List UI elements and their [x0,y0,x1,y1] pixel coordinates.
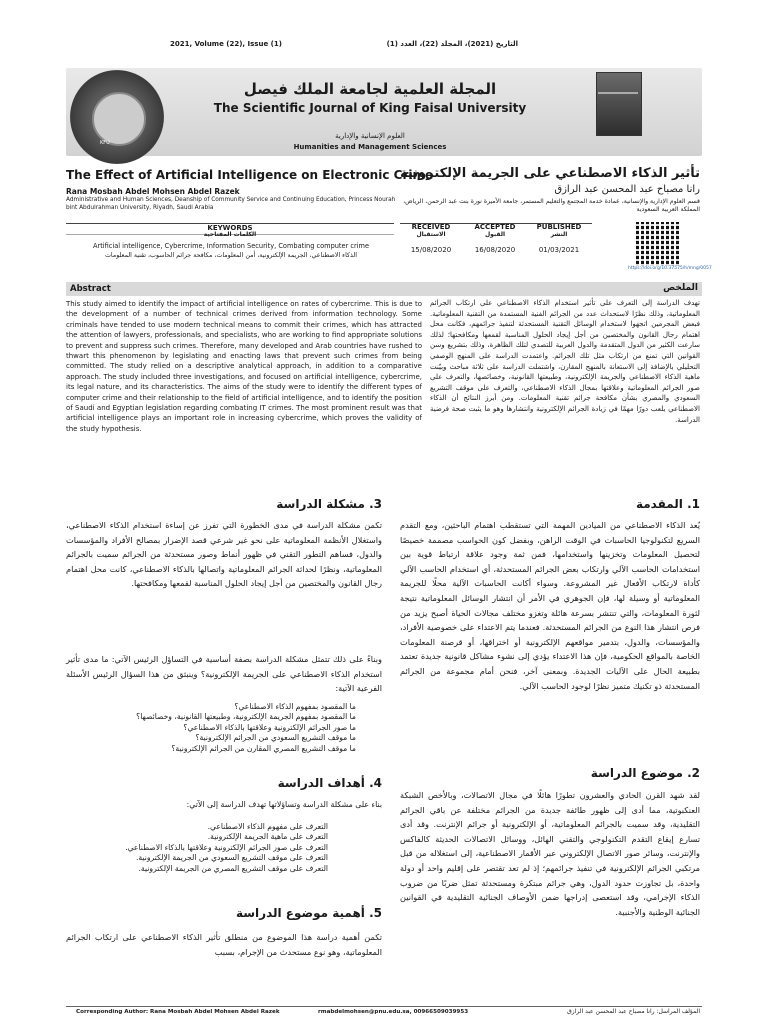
section-3-question: وبناءً على ذلك تتمثل مشكلة الدراسة بصفة أساسية في التساؤل الرئيس الآتي: ما مدى تأثير استخدام الذكاء الاصطناعي على الجريمة الإلكترونية؟ وينبثق من هذا السؤال الرئيس الأسئلة الفرعية الآتية: [66,654,382,694]
received-heading-ar: الاستقبال [416,231,446,238]
abstract-text-ar: تهدف الدراسة إلى التعرف على تأثير استخدام الذكاء الاصطناعي على ارتكاب الجرائم المعلوماتية، وذلك نظرًا لاستحداث عدد من الجرائم الفنية المستمدة من التقنية المعلوماتية. فبعض المجرمين اتجهوا لاستخدام الوسائل التقنية المستحدثة لتنفيذ جرائمهم، فكانت محل اهتمام رجال القانون والمختصين من أجل إيجاد الحلول المناسبة لقمعها ومكافحتها؛ لذلك سارعت الكثير من الدول المتقدمة والدول العربية للتصدي لتلك الظاهرة، وذلك بتشريع وسن القوانين التي تمنع من ارتكاب مثل تلك الجرائم. واعتمدت الدراسة على المنهج الوصفي التحليلي بالإضافة إلى الاستعانة بالمنهج المقارن، واشتملت الدراسة على ثلاثة مباحث وبيّنت ماهية الذكاء الاصطناعي والجريمة الإلكترونية، وطبيعتها القانونية، وخصائصها، والتعرف على صور الجرائم المعلوماتية وعلاقتها بمجال الذكاء الاصطناعي، والتعرف على موقف التشريع السعودي والمصري بشأن مكافحة جرائم تقنية المعلومات. ومن أبرز النتائج أن الذكاء الاصطناعي يلعب دورًا مهمًا في زيادة الجرائم الإلكترونية وانتشارها وهو ما يثبت صحة فرضية الدراسة. [430,299,700,424]
section-4-list [66,822,328,874]
issue-info-ar: التاريخ (2021)، المجلد (22)، العدد (1) [386,40,518,48]
affiliation-ar: قسم العلوم الإدارية والإنسانية، عمادة خدمة المجتمع والتعليم المستمر، جامعة الأميرة نورة بنت عبد الرحمن، الرياض، المملكة العربية السعودية [403,198,700,213]
accepted-date: 16/08/2020 [474,246,516,254]
section-4-text: بناء على مشكلة الدراسة وتساؤلاتها تهدف الدراسة إلى الآتي: [186,800,382,809]
list-item: التعرف على صور الجرائم الإلكترونية وعلاقتها بالذكاء الاصطناعي. [125,842,328,852]
list-item: ما موقف التشريع السعودي من الجرائم الإلكترونية؟ [195,733,356,743]
list-item: ما المقصود بمفهوم الجريمة الإلكترونية، وطبيعتها القانونية، وخصائصها؟ [136,712,356,722]
corresponding-author-ar: المؤلف المراسل: رانا مصباح عبد المحسن عبد الرازق [567,1008,700,1015]
journal-cover-stripe [598,92,638,94]
section-3-list [66,702,356,754]
keywords-heading: KEYWORDS [66,223,394,235]
keywords-heading-ar: الكلمات المفتاحية [203,231,257,238]
abstract-title-ar: الملخص [663,283,698,293]
section-2-text: لقد شهد القرن الحادي والعشرون تطورًا هائلًا في مجال الاتصالات، وبالأخص الشبكة العنكبوتية، مما أدى إلى ظهور طائفة جديدة من الجرائم مختلفة عن باقي الجرائم التقليدية، وقد سميت بالجرائم المعلوماتية، أو الإلكترونية أو جرائم الإنترنت. وقد أدى تسارع إيقاع التقدم التكنولوجي والتقني الهائل، ووسائل الاتصالات الحديثة كالفاكس والإنترنت، وسائر صور الاتصال الإلكتروني عبر الأقمار الاصطناعية، إلى استغلاله من قبل مرتكبي الجرائم الإلكترونية في تنفيذ جرائمهم؛ إذ لم تعد تقتصر على إقليم واحد أو دولة واحدة، بل تجاوزت حدود الدول، وهي جرائم مبتكرة ومستحدثة تمثل ضربًا من ضروب الذكاء الإجرامي، وقد استعصى إدراجها ضمن الأوصاف الجنائية التقليدية في القوانين الجنائية الوطنية والأجنبية. [400,790,700,917]
list-item: التعرف على مفهوم الذكاء الاصطناعي. [207,822,328,831]
published-heading: PUBLISHED [536,223,582,231]
abstract-title-en: Abstract [70,284,111,294]
author-name-ar: رانا مصباح عبد المحسن عبد الرازق [554,184,700,195]
seal-label: KFU [100,140,110,146]
list-item: التعرف على موقف التشريع السعودي من الجريمة الإلكترونية. [135,853,328,863]
section-1-text: يُعد الذكاء الاصطناعي من الميادين المهمة التي تستقطب اهتمام الباحثين، ومع التقدم السريع لتكنولوجيا الحاسبات في الوقت الراهن، وبفضل كون الحواسب مصممة خصيصًا لتحصيل المعلومات وتخزينها واستخدامها، فمن ثمة وجود علاقة ارتباط قوية بين استخدامات الحاسب الآلي وارتكاب بعض الجرائم المستحدثة، أي استخدام الحاسب الآلي كأداة لارتكاب الأفعال غير المشروعة. وسواء أكانت الحاسبات الآلية محلًا للجريمة المعلوماتية أو وسيلة لها، فإن الجوهري في الأمر أن انتشار الوسائل المعلوماتية نتيجة لثورة المعلومات، والتي تنتشر بسرعة هائلة وتغزو مختلف مجالات الحياة أصبح يزيد من فرص انتشار هذا النوع من الجرائم المستحدثة. فعندما يتم الاعتداء على خصوصية الأفراد، والمؤسسات، والدول، بتدمير مواقعهم الإلكترونية أو اختراقها، أو قرصنة المعلومات الخاصة بالمواقع الحكومية، فإن هذا الاعتداء يؤدي إلى نشوء مشاكل قانونية جديدة تعتمد بطبيعة الحال على الآليات الجديدة. وبمعنى آخر، فنحن أمام مجموعة من الجرائم المستحدثة ذو تكنيك متميز نظرًا لوجود الحاسب الآلي. [400,520,700,691]
received-heading: RECEIVED [411,223,451,231]
corresponding-author-en: Corresponding Author: Rana Mosbah Abdel Mohsen Abdel Razek [76,1009,280,1015]
affiliation-en: Administrative and Human Sciences, Deanship of Community Service and Continuing Education, Princess Nourah bint Abdulrahman University, Riyadh, Saudi Arabia [66,197,396,211]
keywords-ar: الذكاء الاصطناعي، الجريمة الإلكترونية، أمن المعلومات، مكافحة جرائم الحاسوب، تقنية المعلومات [104,252,358,259]
section-3-text: تكمن مشكلة الدراسة في مدى الخطورة التي تفرز عن إساءة استخدام الذكاء الاصطناعي، واستغلال الأنظمة المعلوماتية على نحو غير شرعي قصد الإضرار بمصالح الأفراد والمؤسسات والدول، فساهم التطور التقني في ظهور أنماط وصور مستحدثة من الجرائم سميت بالجرائم المعلوماتية، ونظرًا لحداثة الجرائم المعلوماتية واتصالها بالذكاء الاصطناعي، كانت محل اهتمام رجال القانون والمختصين من أجل إيجاد الحلول المناسبة لقمعها ومكافحتها. [66,520,382,589]
accepted-heading-ar: القبول [484,231,506,238]
article-title-ar: تأثير الذكاء الاصطناعي على الجريمة الإلكترونية [400,166,700,181]
issue-info-en: 2021, Volume (22), Issue (1) [170,40,282,48]
journal-cover-thumbnail [596,72,642,136]
article-title-en: The Effect of Artificial Intelligence on Electronic Crime [66,168,434,182]
accepted-heading: ACCEPTED [474,223,516,231]
university-seal-center [92,92,146,146]
keywords-en: Artificial intelligence, Cybercrime, Information Security, Combating computer crime [92,242,370,250]
footer-rule [66,1006,702,1007]
journal-title-ar: المجلة العلمية لجامعة الملك فيصل [243,80,497,98]
published-date: 01/03/2021 [538,246,580,254]
published-heading-ar: النشر [550,231,568,238]
doi-link[interactable]: https://doi.org/10.37575/h/mng/0057 [628,266,712,271]
section-1-heading: 1. المقدمة [635,497,700,511]
journal-title-en: The Scientific Journal of King Faisal University [213,101,527,115]
section-3-heading: 3. مشكلة الدراسة [276,497,382,511]
section-5-heading: 5. أهمية موضوع الدراسة [235,906,382,920]
list-item: ما صور الجرائم الإلكترونية وعلاقتها بالذكاء الاصطناعي؟ [183,722,356,732]
journal-section-en: Humanities and Management Sciences [293,143,447,151]
list-item: التعرف على موقف التشريع المصري من الجريمة الإلكترونية. [138,863,328,873]
journal-section-ar: العلوم الإنسانية والإدارية [335,132,405,140]
section-4-heading: 4. أهداف الدراسة [277,776,382,790]
abstract-text-en: This study aimed to identify the impact of artificial intelligence on rates of cybercrime. This is due to the development of a number of technical crimes derived from information technology. Some criminals have tended to use modern technical means to commit their crimes, which has attracted the attention of lawyers, professionals, and specialists, who are working to find appropriate solutions to prevent and suppress such crimes. Therefore, many developed and Arab countries have rushed to thwart this phenomenon by legislating and enacting laws that prevent such crimes from being committed. The study relied on a descriptive analytical approach, in addition to a comparative approach. The study included three investigations, and focused on artificial intelligence, cybercrime, its legal nature, and its characteristics. The aims of the study were to identify the different types of computer crime and their relationship to the field of artificial intelligence, and to identify the position of Saudi and Egyptian legislation regarding combating IT crimes. The most prominent result was that artificial intelligence plays an important role in increasing cybercrime, which proves the validity of the study hypothesis. [66,300,422,433]
received-date: 15/08/2020 [410,246,452,254]
list-item: ما موقف التشريع المصري المقارن من الجرائم الإلكترونية؟ [171,743,356,753]
section-2-heading: 2. موضوع الدراسة [590,766,700,780]
list-item: ما المقصود بمفهوم الذكاء الاصطناعي؟ [234,702,356,711]
section-5-text: تكمن أهمية دراسة هذا الموضوع من منطلق تأثير الذكاء الاصطناعي على ارتكاب الجرائم المعلوماتية، وهو نوع مستحدث من الإجرام، بسبب [66,932,382,957]
author-name-en: Rana Mosbah Abdel Mohsen Abdel Razek [66,187,240,196]
corresponding-contact[interactable]: rmabdelmohsen@pnu.edu.sa, 00966509039953 [318,1009,469,1015]
qr-code-pattern [636,222,680,266]
list-item: التعرف على ماهية الجريمة الإلكترونية. [207,832,328,842]
